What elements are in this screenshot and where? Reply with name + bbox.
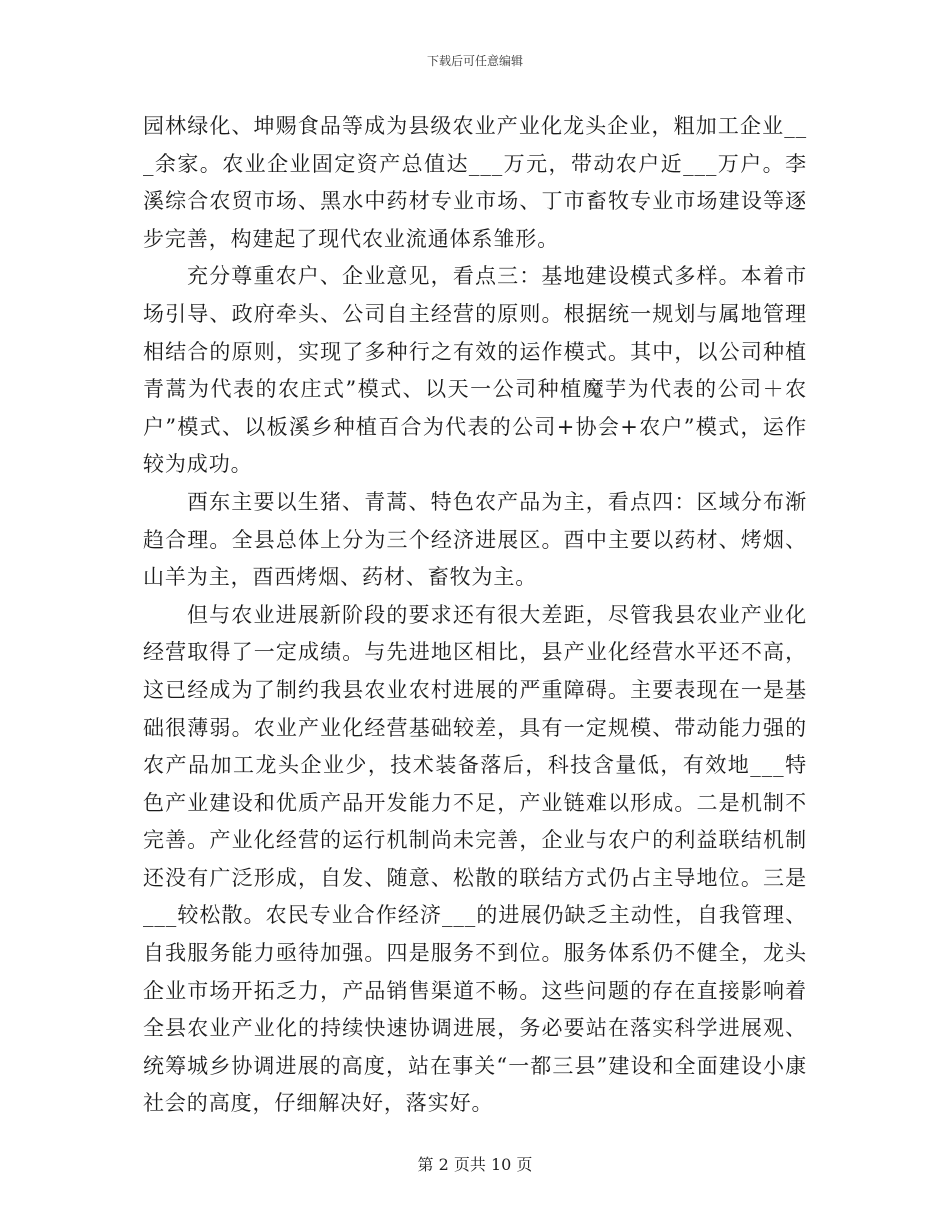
paragraph-highlight-three: 充分尊重农户、企业意见，看点三：基地建设模式多样。本着市场引导、政府牵头、公司自主经营的原则。根据统一规划与属地管理相结合的原则，实现了多种行之有效的运作模式。其中，以公司种植青蒿为代表的农庄式”模式、以天一公司种植魔芋为代表的公司＋农户”模式、以板溪乡种植百合为代表的公司+协会+农户”模式，运作较为成功。 xyxy=(143,264,807,477)
page-header-note: 下载后可任意编辑 xyxy=(426,54,523,68)
paragraph-problems: 但与农业进展新阶段的要求还有很大差距，尽管我县农业产业化经营取得了一定成绩。与先进地区相比，县产业化经营水平还不高，这已经成为了制约我县农业农村进展的严重障碍。主要表现在一是基础很薄弱。农业产业化经营基础较差，具有一定规模、带动能力强的农产品加工龙头企业少，技术装备落后，科技含量低，有效地___特色产业建设和优质产品开发能力不足，产业链难以形成。二是机制不完善。产业化经营的运行机制尚未完善，企业与农户的利益联结机制还没有广泛形成，自发、随意、松散的联结方式仍占主导地位。三是___较松散。农民专业合作经济___的进展仍缺乏主动性，自我管理、自我服务能力亟待加强。四是服务不到位。服务体系仍不健全，龙头企业市场开拓乏力，产品销售渠道不畅。这些问题的存在直接影响着全县农业产业化的持续快速协调进展，务必要站在落实科学进展观、统筹城乡协调进展的高度，站在事关“一都三县”建设和全面建设小康社会的高度，仔细解决好，落实好。 xyxy=(143,602,807,1116)
paragraph-continuation: 园林绿化、坤赐食品等成为县级农业产业化龙头企业，粗加工企业___余家。农业企业固定资产总值达___万元，带动农户近___万户。李溪综合农贸市场、黑水中药材专业市场、丁市畜牧专业市场建设等逐步完善，构建起了现代农业流通体系雏形。 xyxy=(143,114,807,251)
page-number: 第 2 页共 10 页 xyxy=(417,1155,533,1174)
document-body xyxy=(143,108,807,1123)
paragraph-highlight-four: 酉东主要以生猪、青蒿、特色农产品为主，看点四：区域分布渐趋合理。全县总体上分为三个经济进展区。酉中主要以药材、烤烟、山羊为主，酉西烤烟、药材、畜牧为主。 xyxy=(143,489,807,590)
